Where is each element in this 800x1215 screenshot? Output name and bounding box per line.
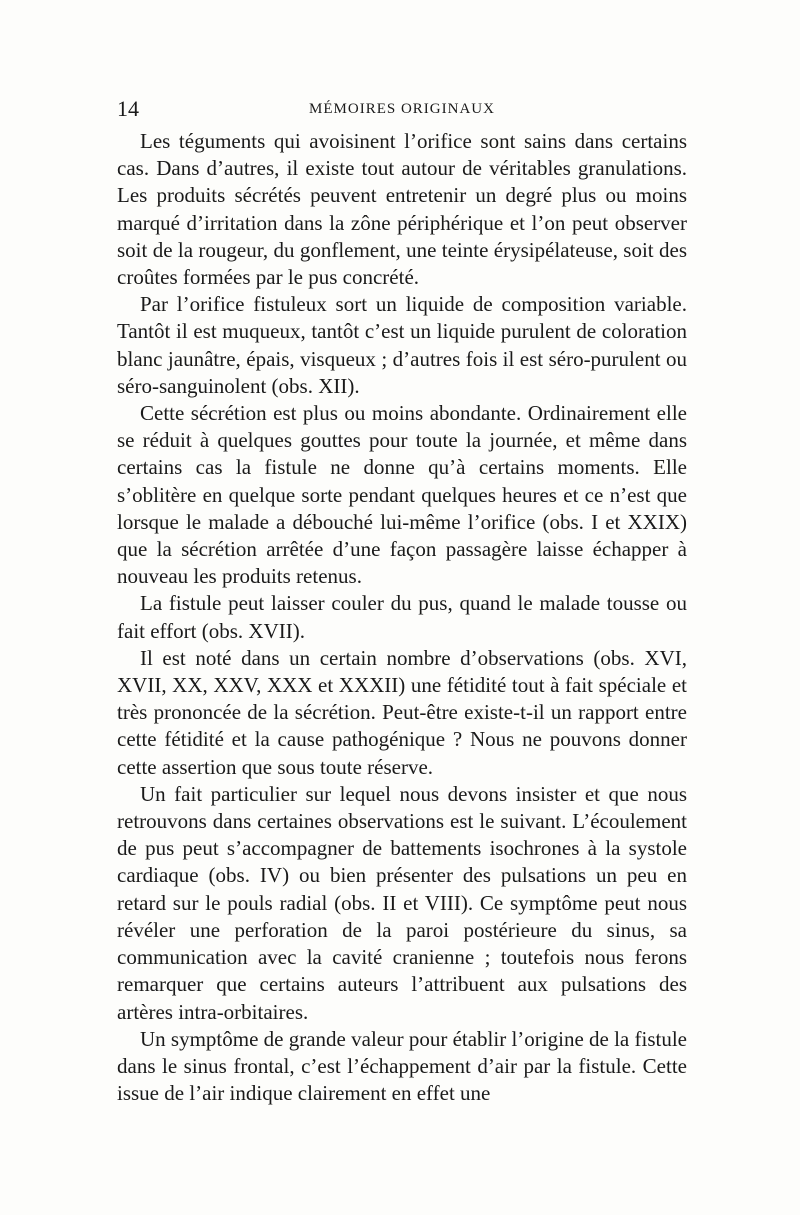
paragraph-air: Un symptôme de grande valeur pour établir l’origine de la fistule dans le sinus frontal, c’est l’échappement d’air par la fistule. Cette issue de l’air indique clairement en effet une [117,1026,687,1106]
running-title: MÉMOIRES ORIGINAUX [309,101,495,117]
paragraph-toux: La fistule peut laisser couler du pus, quand le malade tousse ou fait effort (obs. XVII). [117,591,687,643]
paragraph-liquide: Par l’orifice fistuleux sort un liquide de composition variable. Tantôt il est muqueux, tantôt c’est un liquide purulent de coloration blanc jaunâtre, épais, visqueux ; d’autres fois il est séro-purulent ou séro-sanguinolent (obs. XII). [117,292,687,398]
page-number: 14 [117,96,139,121]
paragraph-battements: Un fait particulier sur lequel nous devons insister et que nous retrouvons dans certaines observations est le suivant. L’écoulement de pus peut s’accompagner de battements isochrones à la systole cardiaque (obs. IV) ou bien présenter des pulsations un peu en retard sur le pouls radial (obs. II et VIII). Ce symptôme peut nous révéler une perforation de la paroi postérieure du sinus, sa communication avec la cavité cranienne ; toutefois nous ferons remarquer que certains auteurs l’attribuent aux pulsations des artères intra-orbitaires. [117,781,687,1024]
text-body [117,128,687,1107]
paragraph-fetidite: Il est noté dans un certain nombre d’observations (obs. XVI, XVII, XX, XXV, XXX et XXXII) une fétidité tout à fait spéciale et très prononcée de la sécrétion. Peut-être existe-t-il un rapport entre cette fétidité et la cause pathogénique ? Nous ne pouvons donner cette assertion que sous toute réserve. [117,645,687,779]
paragraph-teguments: Les téguments qui avoisinent l’orifice sont sains dans certains cas. Dans d’autres, il existe tout autour de véritables granulations. Les produits sécrétés peuvent entretenir un degré plus ou moins marqué d’irritation dans la zône périphérique et l’on peut observer soit de la rougeur, du gonflement, une teinte érysipélateuse, soit des croûtes formées par le pus concrété. [117,129,687,290]
paragraph-secretion: Cette sécrétion est plus ou moins abondante. Ordinairement elle se réduit à quelques gouttes pour toute la journée, et même dans certains cas la fistule ne donne qu’à certains moments. Elle s’oblitère en quelque sorte pendant quelques heures et ce n’est que lorsque le malade a débouché lui-même l’orifice (obs. I et XXIX) que la sécrétion arrêtée d’une façon passagère laisse échapper à nouveau les produits retenus. [117,401,687,589]
running-head [117,96,687,122]
